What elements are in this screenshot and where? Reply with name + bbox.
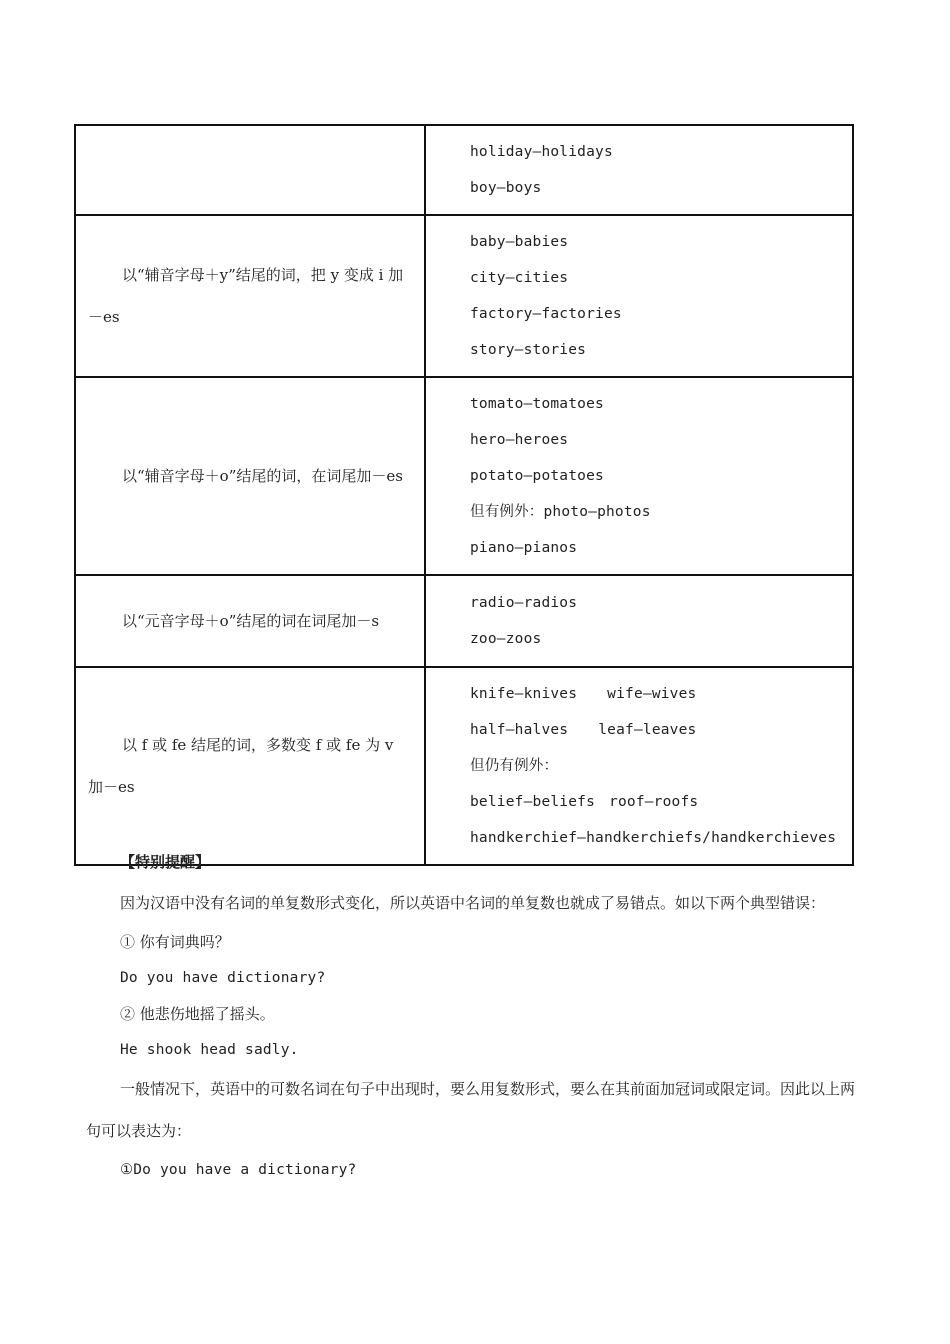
example-line: handkerchief—handkerchiefs/handkerchieves — [470, 830, 837, 846]
table-row — [75, 575, 853, 667]
exception-note: 但仍有例外： — [470, 758, 559, 774]
table-row — [75, 377, 853, 575]
example-line: tomato—tomatoes — [470, 396, 604, 412]
reminder-intro: 因为汉语中没有名词的单复数形式变化，所以英语中名词的单复数也就成了易错点。如以下两个典型错误： — [120, 894, 826, 912]
examples-list — [426, 577, 852, 665]
example-pair-left: knife—knives — [470, 686, 578, 702]
rule-text: 以“元音字母＋o”结尾的词在词尾加－s — [122, 612, 380, 630]
explanation-paragraph: 一般情况下，英语中的可数名词在句子中出现时，要么用复数形式，要么在其前面加冠词或限定词。因此以上两句可以表达为： — [86, 1080, 856, 1140]
examples-list — [426, 378, 852, 574]
example-line — [470, 712, 842, 748]
rule-text: 以“辅音字母＋o”结尾的词，在词尾加－es — [122, 467, 403, 485]
table-row — [75, 125, 853, 215]
examples-list — [426, 668, 852, 864]
rule-cell — [75, 667, 425, 865]
example-pair-right: leaf—leaves — [598, 722, 697, 738]
examples-list — [426, 216, 852, 376]
reminder-section — [86, 842, 862, 1188]
example-line: radio—radios — [470, 595, 578, 611]
example-line: boy—boys — [470, 180, 542, 196]
example-pair-right: roof—roofs — [609, 794, 699, 810]
example-line: hero—heroes — [470, 432, 569, 448]
example1-english: Do you have dictionary? — [120, 970, 326, 986]
example-line: story—stories — [470, 342, 587, 358]
rule-cell — [75, 575, 425, 667]
plural-rules-table — [74, 124, 854, 866]
example-line: piano—pianos — [470, 540, 578, 556]
rule-text: 以“辅音字母＋y”结尾的词，把 y 变成 i 加－es — [88, 266, 404, 326]
rule-text: 以 f 或 fe 结尾的词，多数变 f 或 fe 为 v 加－es — [88, 736, 394, 796]
rule-cell — [75, 377, 425, 575]
example-line — [470, 784, 842, 820]
corrected-sentence-1: ①Do you have a dictionary? — [120, 1162, 357, 1178]
example-pair-left: half—halves — [470, 722, 569, 738]
example-line: zoo—zoos — [470, 631, 542, 647]
example2-english: He shook head sadly. — [120, 1042, 299, 1058]
table-row — [75, 215, 853, 377]
examples-cell — [425, 667, 853, 865]
example-line — [470, 676, 842, 712]
example-pair-left: belief—beliefs — [470, 794, 596, 810]
rule-cell — [75, 125, 425, 215]
rule-cell — [75, 215, 425, 377]
example-pair-right: wife—wives — [607, 686, 697, 702]
example-line: 但有例外：photo—photos — [470, 504, 651, 520]
example1-chinese: ① 你有词典吗？ — [120, 933, 230, 951]
example-line: factory—factories — [470, 306, 622, 322]
example-line: baby—babies — [470, 234, 569, 250]
examples-cell — [425, 125, 853, 215]
example-line: potato—potatoes — [470, 468, 604, 484]
example-line: holiday—holidays — [470, 144, 613, 160]
table-row — [75, 667, 853, 865]
examples-cell — [425, 377, 853, 575]
example-line: city—cities — [470, 270, 569, 286]
examples-list — [426, 126, 852, 214]
examples-cell — [425, 575, 853, 667]
examples-cell — [425, 215, 853, 377]
reminder-title: 【特别提醒】 — [120, 853, 211, 871]
example2-chinese: ② 他悲伤地摇了摇头。 — [120, 1005, 275, 1023]
